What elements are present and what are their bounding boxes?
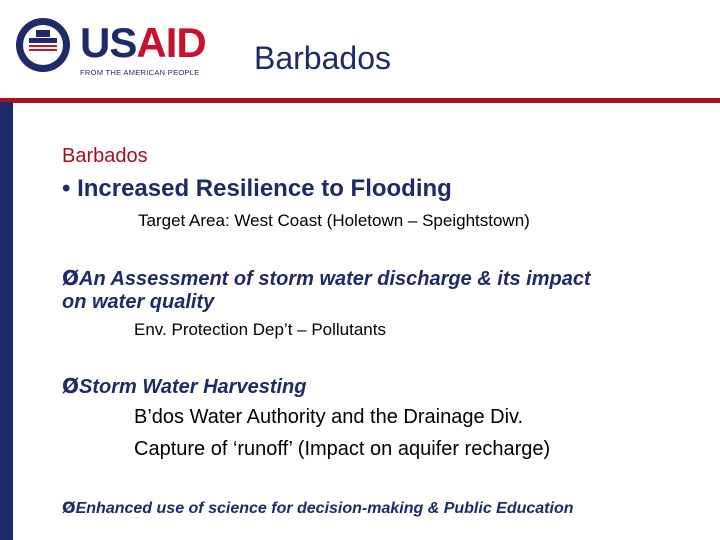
harvesting-heading-text: Storm Water Harvesting [79, 376, 307, 398]
harvesting-heading [62, 374, 307, 399]
section-subheading: Barbados [62, 145, 148, 167]
science-education-heading [62, 498, 574, 518]
target-area-text: Target Area: West Coast (Holetown – Speightstown) [138, 211, 530, 230]
header-divider [0, 98, 720, 103]
harvesting-detail-2: Capture of ‘runoff’ (Impact on aquifer recharge) [134, 438, 551, 460]
logo-tagline: FROM THE AMERICAN PEOPLE [80, 68, 200, 77]
left-accent-bar [0, 102, 13, 540]
logo-wordmark: USAID [80, 19, 206, 66]
arrow-bullet-icon: Ø [62, 498, 76, 517]
usaid-seal-icon [14, 16, 72, 74]
assessment-heading [62, 266, 591, 291]
assessment-detail: Env. Protection Dep’t – Pollutants [134, 320, 386, 339]
arrow-bullet-icon: Ø [62, 266, 80, 290]
slide-title: Barbados [254, 40, 391, 76]
harvesting-detail-1: B’dos Water Authority and the Drainage Div. [134, 406, 524, 428]
main-bullet: • Increased Resilience to Flooding [62, 175, 452, 202]
arrow-bullet-icon: Ø [62, 374, 80, 398]
usaid-logo [10, 12, 210, 80]
science-education-text: Enhanced use of science for decision-making & Public Education [75, 500, 574, 517]
assessment-heading-line1: An Assessment of storm water discharge & its impact [79, 268, 591, 290]
assessment-heading-line2: on water quality [62, 291, 215, 313]
